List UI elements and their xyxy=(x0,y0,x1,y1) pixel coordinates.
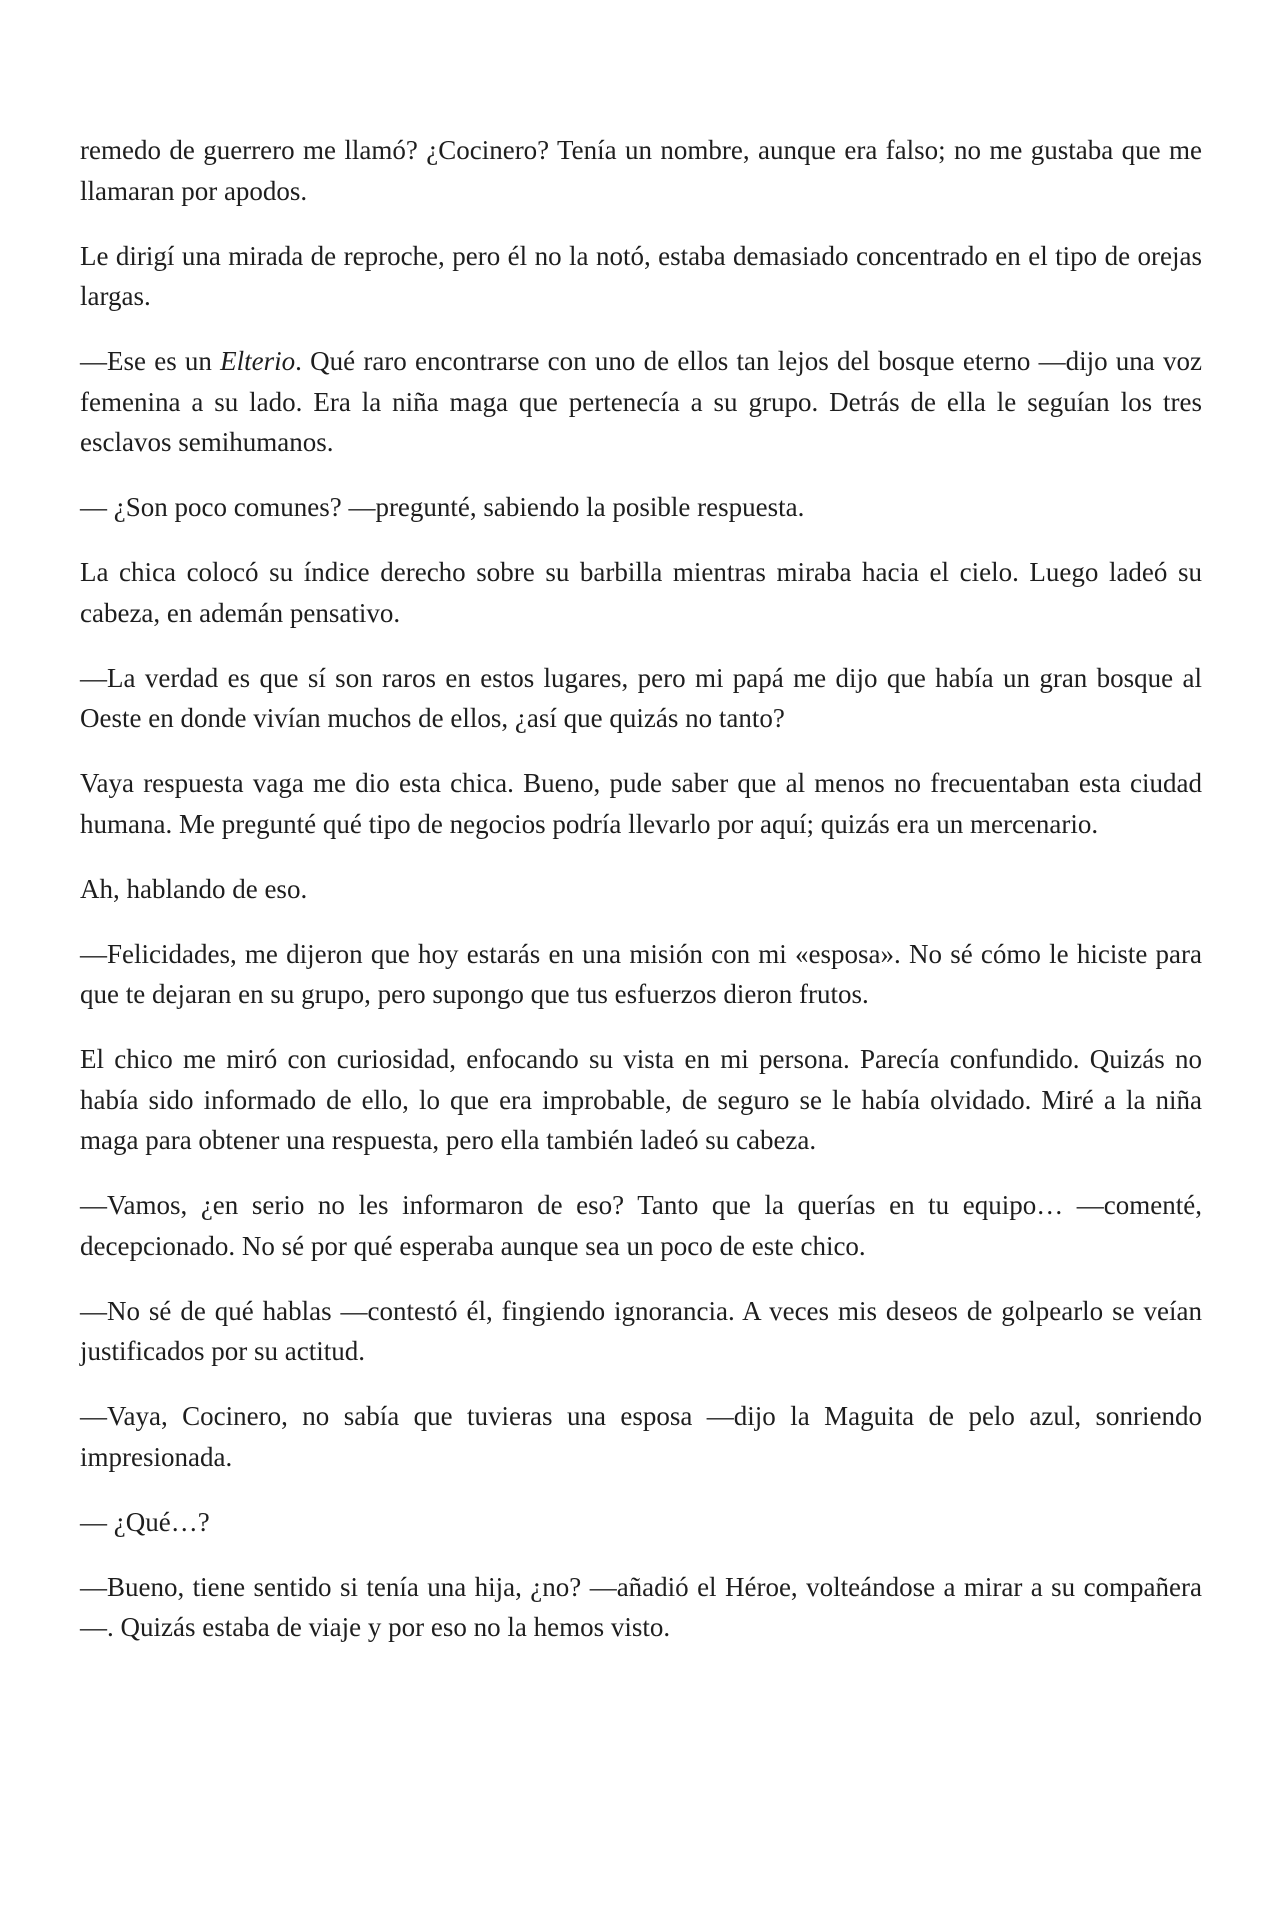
paragraph-text: Le dirigí una mirada de reproche, pero él no la notó, estaba demasiado concentrado en el tipo de orejas largas. xyxy=(80,240,1202,311)
paragraph-text: —Felicidades, me dijeron que hoy estarás en una misión con mi «esposa». No sé cómo le hiciste para que te dejaran en su grupo, pero supongo que tus esfuerzos dieron frutos. xyxy=(80,938,1202,1009)
paragraph xyxy=(80,1291,1202,1372)
paragraph-text: —No sé de qué hablas —contestó él, fingiendo ignorancia. A veces mis deseos de golpearlo se veían justificados por su actitud. xyxy=(80,1295,1202,1366)
paragraph xyxy=(80,934,1202,1015)
paragraph xyxy=(80,1039,1202,1161)
paragraph xyxy=(80,1185,1202,1266)
paragraph-text: —La verdad es que sí son raros en estos lugares, pero mi papá me dijo que había un gran bosque al Oeste en donde vivían muchos de ellos, ¿así que quizás no tanto? xyxy=(80,662,1202,733)
page-text-body xyxy=(80,130,1202,1648)
paragraph xyxy=(80,130,1202,211)
paragraph-text: . Qué raro encontrarse con uno de ellos tan lejos del bosque eterno —dijo una voz femenina a su lado. Era la niña maga que pertenecía a su grupo. Detrás de ella le seguían los tres esclavos semihumanos. xyxy=(80,346,1202,457)
paragraph-text: —Vamos, ¿en serio no les informaron de eso? Tanto que la querías en tu equipo… —comenté, decepcionado. No sé por qué esperaba aunque sea un poco de este chico. xyxy=(80,1190,1202,1261)
paragraph xyxy=(80,1396,1202,1477)
paragraph-text: —Vaya, Cocinero, no sabía que tuvieras una esposa —dijo la Maguita de pelo azul, sonriendo impresionada. xyxy=(80,1401,1202,1472)
paragraph-text: — ¿Son poco comunes? —pregunté, sabiendo la posible respuesta. xyxy=(80,492,805,522)
paragraph xyxy=(80,1502,1202,1543)
paragraph-text: —Ese es un xyxy=(80,346,221,376)
paragraph-text: —Bueno, tiene sentido si tenía una hija, ¿no? —añadió el Héroe, volteándose a mirar a su compañera—. Quizás estaba de viaje y por eso no la hemos visto. xyxy=(80,1571,1202,1642)
paragraph xyxy=(80,869,1202,910)
paragraph-text: El chico me miró con curiosidad, enfocando su vista en mi persona. Parecía confundido. Quizás no había sido informado de ello, lo que era improbable, de seguro se le había olvidado. Miré a la niña maga para obtener una respuesta, pero ella también ladeó su cabeza. xyxy=(80,1044,1202,1155)
paragraph xyxy=(80,236,1202,317)
paragraph-text: — ¿Qué…? xyxy=(80,1506,210,1537)
paragraph xyxy=(80,552,1202,633)
paragraph-text: Ah, hablando de eso. xyxy=(80,873,308,904)
paragraph xyxy=(80,487,1202,528)
paragraph xyxy=(80,763,1202,844)
paragraph-text: Vaya respuesta vaga me dio esta chica. Bueno, pude saber que al menos no frecuentaban esta ciudad humana. Me pregunté qué tipo de negocios podría llevarlo por aquí; quizás era un mercenario. xyxy=(80,768,1202,839)
paragraph xyxy=(80,341,1202,463)
paragraph-text: remedo de guerrero me llamó? ¿Cocinero? Tenía un nombre, aunque era falso; no me gustaba que me llamaran por apodos. xyxy=(80,135,1202,206)
italic-term: Elterio xyxy=(220,346,296,376)
paragraph xyxy=(80,1567,1202,1648)
paragraph-text: La chica colocó su índice derecho sobre su barbilla mientras miraba hacia el cielo. Luego ladeó su cabeza, en ademán pensativo. xyxy=(80,557,1202,628)
paragraph xyxy=(80,658,1202,739)
